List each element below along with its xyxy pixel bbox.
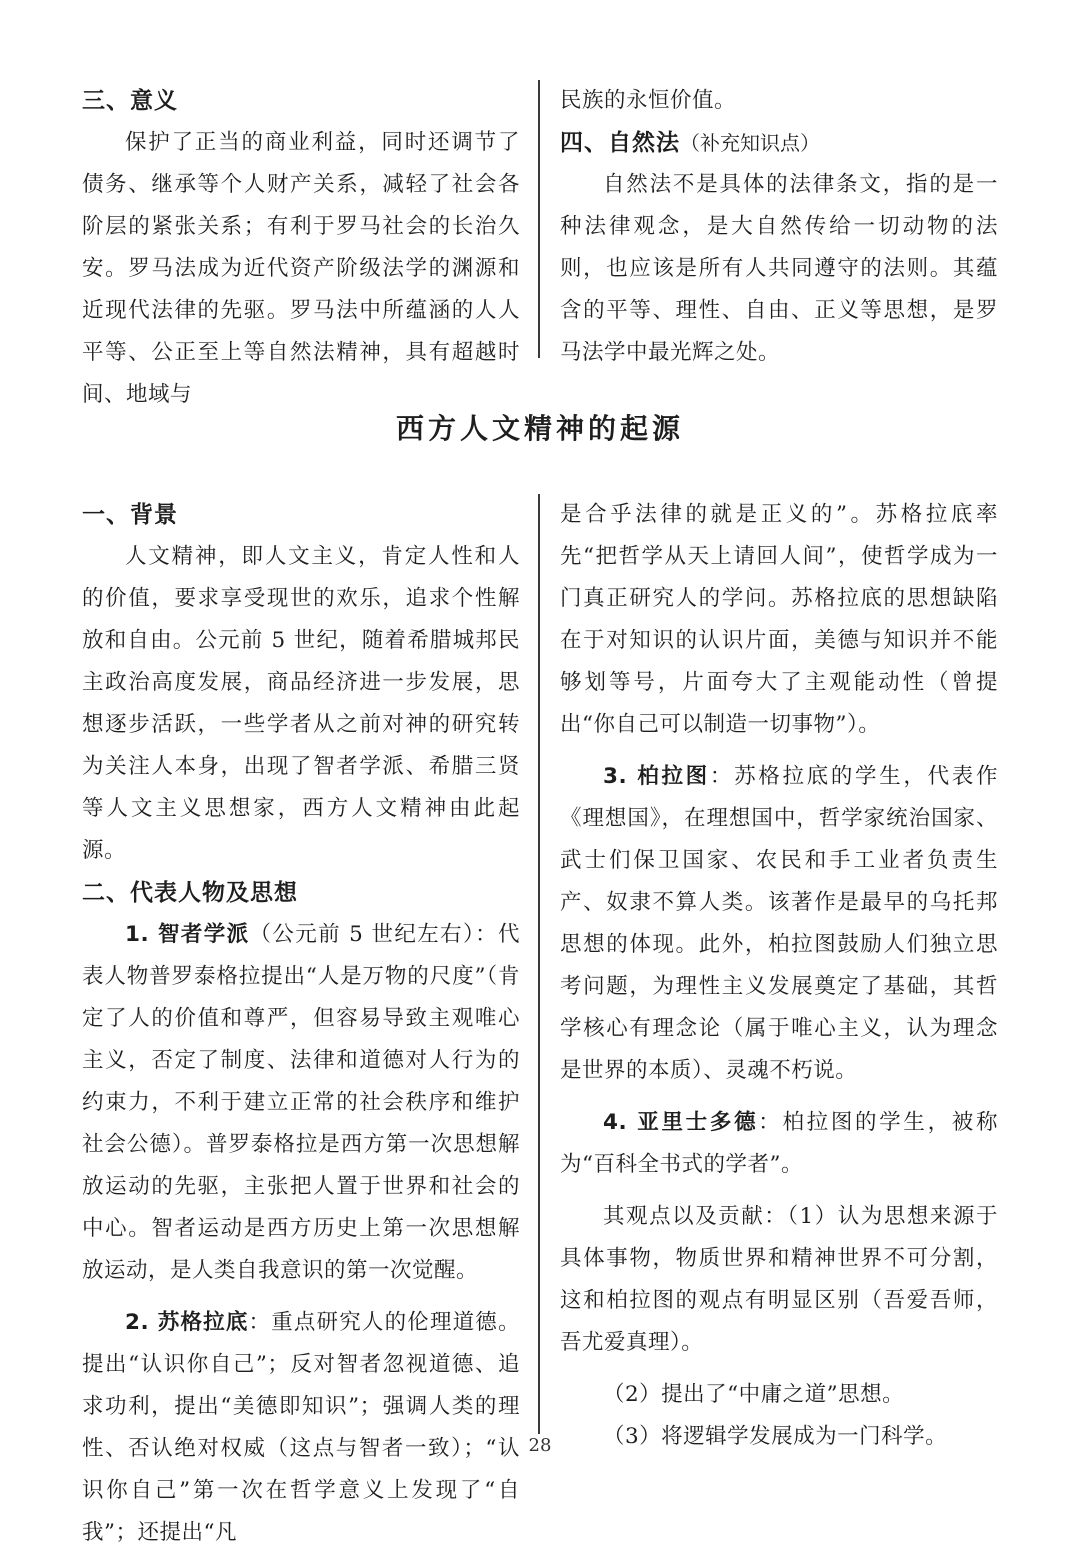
continuation-text: 民族的永恒价值。 xyxy=(560,88,737,113)
aristotle-point-2: （2）提出了“中庸之道”思想。 xyxy=(603,1382,905,1407)
sophists-text: （公元前 5 世纪左右）：代表人物普罗泰格拉提出“人是万物的尺度”（肯定了人的价值和尊严，但容易导致主观唯心主义，否定了制度、法律和道德对人行为的约束力，不利于建立正常的社会秩序和维护社会公德）。普罗泰格拉是西方第一次思想解放运动的先驱，主张把人置于世界和社会的中心。智者运动是西方历史上第一次思想解放运动，是人类自我意识的第一次觉醒。 xyxy=(82,922,520,1283)
page-number: 28 xyxy=(528,1435,552,1456)
aristotle-views: 其观点以及贡献：（1）认为思想来源于具体事物，物质世界和精神世界不可分割，这和柏拉图的观点有明显区别（吾爱吾师，吾尤爱真理）。 xyxy=(560,1204,998,1355)
sophists-paragraph xyxy=(82,914,520,1292)
aristotle-point-3: （3）将逻辑学发展成为一门科学。 xyxy=(603,1424,948,1449)
heading-background: 一、背景 xyxy=(82,502,178,528)
socrates-paragraph xyxy=(82,1302,520,1554)
background-paragraph: 人文精神，即人文主义，肯定人性和人的价值，要求享受现世的欢乐，追求个性解放和自由。公元前 5 世纪，随着希腊城邦民主政治高度发展，商品经济进一步发展，思想逐步活跃，一些学者从之前对神的研究转为关注人本身，出现了智者学派、希腊三贤等人文主义思想家，西方人文精神由此起源。 xyxy=(82,544,520,863)
socrates-lead: 2. 苏格拉底 xyxy=(125,1310,249,1335)
bottom-right-column xyxy=(560,494,998,1458)
aristotle-text: ：柏拉图的学生，被称为“百科全书式的学者”。 xyxy=(560,1110,998,1177)
heading-significance: 三、意义 xyxy=(82,88,178,114)
top-left-column xyxy=(82,80,520,416)
bottom-left-column xyxy=(82,494,520,1554)
plato-lead: 3. 柏拉图 xyxy=(603,764,710,789)
aristotle-lead: 4. 亚里士多德 xyxy=(603,1110,759,1135)
section-title: 西方人文精神的起源 xyxy=(395,412,684,445)
sophists-lead: 1. 智者学派 xyxy=(125,922,250,947)
heading-natural-law-note: （补充知识点） xyxy=(680,131,820,155)
bottom-column-divider xyxy=(538,494,540,1434)
socrates-text: ：重点研究人的伦理道德。提出“认识你自己”；反对智者忽视道德、追求功利，提出“美德即知识”；强调人类的理性、否认绝对权威（这点与智者一致）；“认识你自己”第一次在哲学意义上发现了“自我”；还提出“凡 xyxy=(82,1310,520,1545)
heading-natural-law xyxy=(560,122,998,164)
plato-paragraph xyxy=(560,756,998,1092)
heading-natural-law-text: 四、自然法 xyxy=(560,130,680,156)
aristotle-paragraph xyxy=(560,1102,998,1186)
top-right-column xyxy=(560,80,998,374)
heading-representatives: 二、代表人物及思想 xyxy=(82,880,298,906)
plato-text: ：苏格拉底的学生，代表作《理想国》，在理想国中，哲学家统治国家、武士们保卫国家、农民和手工业者负责生产、奴隶不算人类。该著作是最早的乌托邦思想的体现。此外，柏拉图鼓励人们独立思考问题，为理性主义发展奠定了基础，其哲学核心有理念论（属于唯心主义，认为理念是世界的本质）、灵魂不朽说。 xyxy=(560,764,998,1083)
top-column-divider xyxy=(538,80,540,358)
significance-paragraph: 保护了正当的商业利益，同时还调节了债务、继承等个人财产关系，减轻了社会各阶层的紧张关系；有利于罗马社会的长治久安。罗马法成为近代资产阶级法学的渊源和近现代法律的先驱。罗马法中所蕴涵的人人平等、公正至上等自然法精神，具有超越时间、地域与 xyxy=(82,130,520,407)
socrates-continuation: 是合乎法律的就是正义的”。苏格拉底率先“把哲学从天上请回人间”，使哲学成为一门真正研究人的学问。苏格拉底的思想缺陷在于对知识的认识片面，美德与知识并不能够划等号，片面夸大了主观能动性（曾提出“你自己可以制造一切事物”）。 xyxy=(560,502,998,737)
natural-law-paragraph: 自然法不是具体的法律条文，指的是一种法律观念，是大自然传给一切动物的法则，也应该是所有人共同遵守的法则。其蕴含的平等、理性、自由、正义等思想，是罗马法学中最光辉之处。 xyxy=(560,172,998,365)
